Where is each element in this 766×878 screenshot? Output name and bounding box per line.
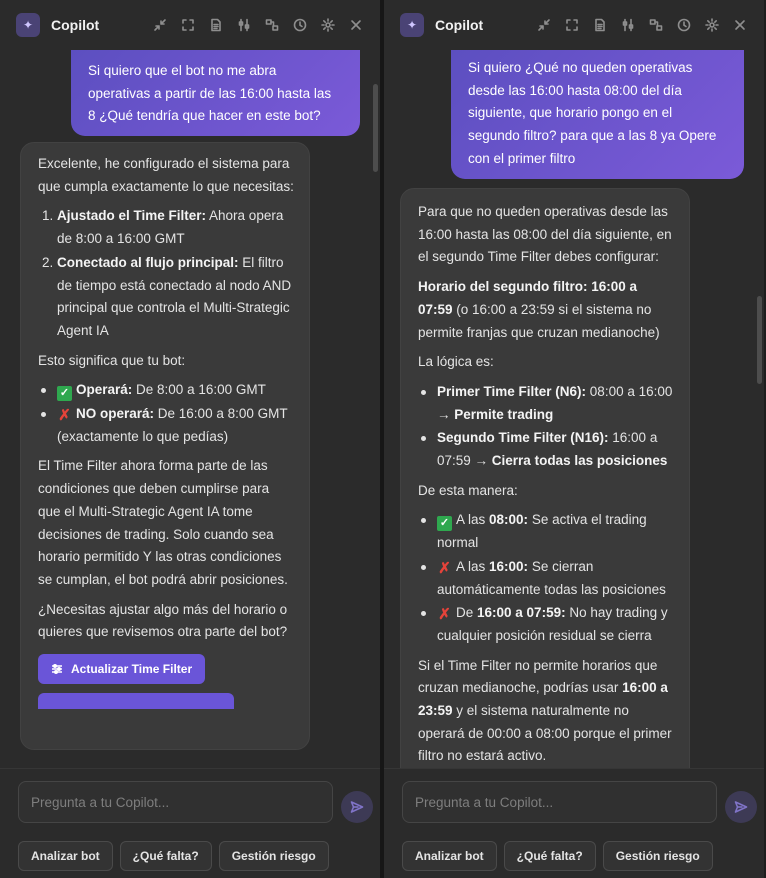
copilot-logo-icon: ✦ <box>16 13 40 37</box>
step-title: Ajustado el Time Filter: <box>57 208 207 224</box>
final-text-bold: 16:00 a 23:59 <box>418 680 668 719</box>
assistant-text: La lógica es: <box>418 354 494 370</box>
list-item <box>38 379 295 402</box>
send-button[interactable] <box>341 791 373 823</box>
chat-input-wrapper[interactable] <box>402 781 717 823</box>
bullet-text: De 16:00 a 8:00 GMT (exactamente lo que pedías) <box>57 406 288 444</box>
list-item <box>57 252 295 343</box>
bullet-title: NO operará: <box>76 406 155 422</box>
final-text-b: y el sistema naturalmente no operará de 00:00 a 08:00 porque el primer filtro no estará activo. <box>418 703 672 764</box>
user-message: Si quiero ¿Qué no queden operativas desde las 16:00 hasta 08:00 del día siguiente, que horario pongo en el segundo filtro? para que a las 8 ya Opere con el primer filtro <box>451 47 744 179</box>
fullscreen-icon[interactable] <box>176 13 200 37</box>
history-icon[interactable] <box>672 13 696 37</box>
assistant-intro: Para que no queden operativas desde las 16:00 hasta las 08:00 del día siguiente, en el segundo Time Filter debes configurar: <box>418 204 672 265</box>
bullet-title: Operará: <box>76 382 133 398</box>
secondary-action-button[interactable] <box>38 693 234 709</box>
schedule-title: Horario del segundo filtro: 16:00 a 07:59 <box>418 279 638 317</box>
history-icon[interactable] <box>288 13 312 37</box>
minimize-icon[interactable] <box>148 13 172 37</box>
chat-input[interactable] <box>415 782 704 822</box>
send-button[interactable] <box>725 791 757 823</box>
check-icon: ✓ <box>57 386 72 401</box>
chat-input[interactable] <box>31 782 320 822</box>
chip-que-falta[interactable]: ¿Qué falta? <box>504 841 596 871</box>
close-icon[interactable] <box>344 13 368 37</box>
message-list[interactable] <box>384 0 764 768</box>
assistant-question: ¿Necesitas ajustar algo más del horario o quieres que revisemos otra parte del bot? <box>38 601 288 640</box>
scrollbar[interactable] <box>373 84 378 172</box>
settings-sliders-icon[interactable] <box>232 13 256 37</box>
assistant-message <box>20 142 310 750</box>
cross-icon: ✗ <box>58 407 71 425</box>
send-icon <box>734 800 748 814</box>
assistant-text: El Time Filter ahora forma parte de las condiciones que deben cumplirse para que el Multi-Strategic Agent IA tome decisiones de trading. Solo cuando sea horario permitido Y las otras condiciones se cumplan, el bot podrá abrir posiciones. <box>38 458 288 587</box>
list-item <box>418 556 675 601</box>
bullet-text: 08:00 a 16:00 → <box>437 383 673 422</box>
composer <box>0 768 380 878</box>
settings-sliders-icon[interactable] <box>616 13 640 37</box>
list-item <box>57 205 295 250</box>
list-item <box>418 381 675 426</box>
list-item <box>418 602 675 647</box>
chat-input-wrapper[interactable] <box>18 781 333 823</box>
chip-gestion-riesgo[interactable]: Gestión riesgo <box>219 841 329 871</box>
bullet-text: Se cierran automáticamente todas las posiciones <box>437 558 666 597</box>
copilot-panel-right <box>384 0 764 878</box>
header-toolbar <box>148 13 368 37</box>
bullet-title: 08:00: <box>489 512 529 528</box>
bullet-text: No hay trading y cualquier posición residual se cierra <box>437 605 668 643</box>
chip-analizar-bot[interactable]: Analizar bot <box>18 841 113 871</box>
composer <box>384 768 764 878</box>
bullet-prefix: De <box>456 605 478 621</box>
list-item <box>418 509 675 554</box>
panel-title: Copilot <box>51 17 100 33</box>
assistant-message <box>400 188 690 768</box>
bullet-title: 16:00 a 07:59: <box>477 605 566 621</box>
assistant-text: Esto significa que tu bot: <box>38 352 186 368</box>
final-text-a: Si el Time Filter no permite horarios que cruzan medianoche, podrías usar <box>418 657 658 696</box>
bullet-prefix: A las <box>456 512 490 528</box>
document-icon[interactable] <box>588 13 612 37</box>
gear-icon[interactable] <box>700 13 724 37</box>
bullet-text: 16:00 a 07:59 → <box>437 430 658 469</box>
bullet-result: Permite trading <box>454 406 554 422</box>
status-list <box>38 379 295 448</box>
panel-title: Copilot <box>435 17 484 33</box>
timeline-list <box>418 509 675 647</box>
chip-gestion-riesgo[interactable]: Gestión riesgo <box>603 841 713 871</box>
minimize-icon[interactable] <box>532 13 556 37</box>
send-icon <box>350 800 364 814</box>
fullscreen-icon[interactable] <box>560 13 584 37</box>
schedule-note: (o 16:00 a 23:59 si el sistema no permite franjas que cruzan medianoche) <box>418 301 660 340</box>
assistant-text <box>418 655 675 768</box>
logic-list <box>418 381 675 473</box>
steps-list <box>57 205 295 342</box>
message-list[interactable] <box>0 0 380 768</box>
nodes-icon[interactable] <box>644 13 668 37</box>
check-icon: ✓ <box>437 516 452 531</box>
quick-actions <box>18 841 329 871</box>
header-toolbar <box>532 13 752 37</box>
action-button-label: Actualizar Time Filter <box>71 661 193 676</box>
sliders-icon <box>51 663 63 675</box>
bullet-prefix: A las <box>456 558 490 574</box>
document-icon[interactable] <box>204 13 228 37</box>
close-icon[interactable] <box>728 13 752 37</box>
assistant-text <box>418 276 675 344</box>
step-title: Conectado al flujo principal: <box>57 254 239 270</box>
assistant-intro: Excelente, he configurado el sistema para que cumpla exactamente lo que necesitas: <box>38 156 294 194</box>
cross-icon: ✗ <box>438 559 451 577</box>
bullet-title: Primer Time Filter (N6): <box>437 383 587 399</box>
cross-icon: ✗ <box>438 606 451 624</box>
bullet-title: Segundo Time Filter (N16): <box>437 430 609 446</box>
list-item <box>38 403 295 448</box>
chip-analizar-bot[interactable]: Analizar bot <box>402 841 497 871</box>
bullet-result: Cierra todas las posiciones <box>491 453 668 469</box>
nodes-icon[interactable] <box>260 13 284 37</box>
copilot-logo-icon: ✦ <box>400 13 424 37</box>
scrollbar[interactable] <box>757 296 762 384</box>
copilot-panel-left <box>0 0 380 878</box>
list-item <box>418 427 675 472</box>
panel-header <box>0 0 380 50</box>
update-time-filter-button[interactable] <box>38 654 205 684</box>
chip-que-falta[interactable]: ¿Qué falta? <box>120 841 212 871</box>
bullet-text: Se activa el trading normal <box>437 512 647 551</box>
gear-icon[interactable] <box>316 13 340 37</box>
step-text: El filtro de tiempo está conectado al nodo AND principal que controla el Multi-Strategic Agent IA <box>57 254 292 338</box>
bullet-title: 16:00: <box>489 558 529 574</box>
quick-actions <box>402 841 713 871</box>
assistant-text: De esta manera: <box>418 482 518 498</box>
panel-header <box>384 0 764 50</box>
bullet-text: De 8:00 a 16:00 GMT <box>132 382 266 398</box>
step-text: Ahora opera de 8:00 a 16:00 GMT <box>57 208 284 247</box>
user-message: Si quiero que el bot no me abra operativas a partir de las 16:00 hasta las 8 ¿Qué tendría que hacer en este bot? <box>71 50 360 136</box>
